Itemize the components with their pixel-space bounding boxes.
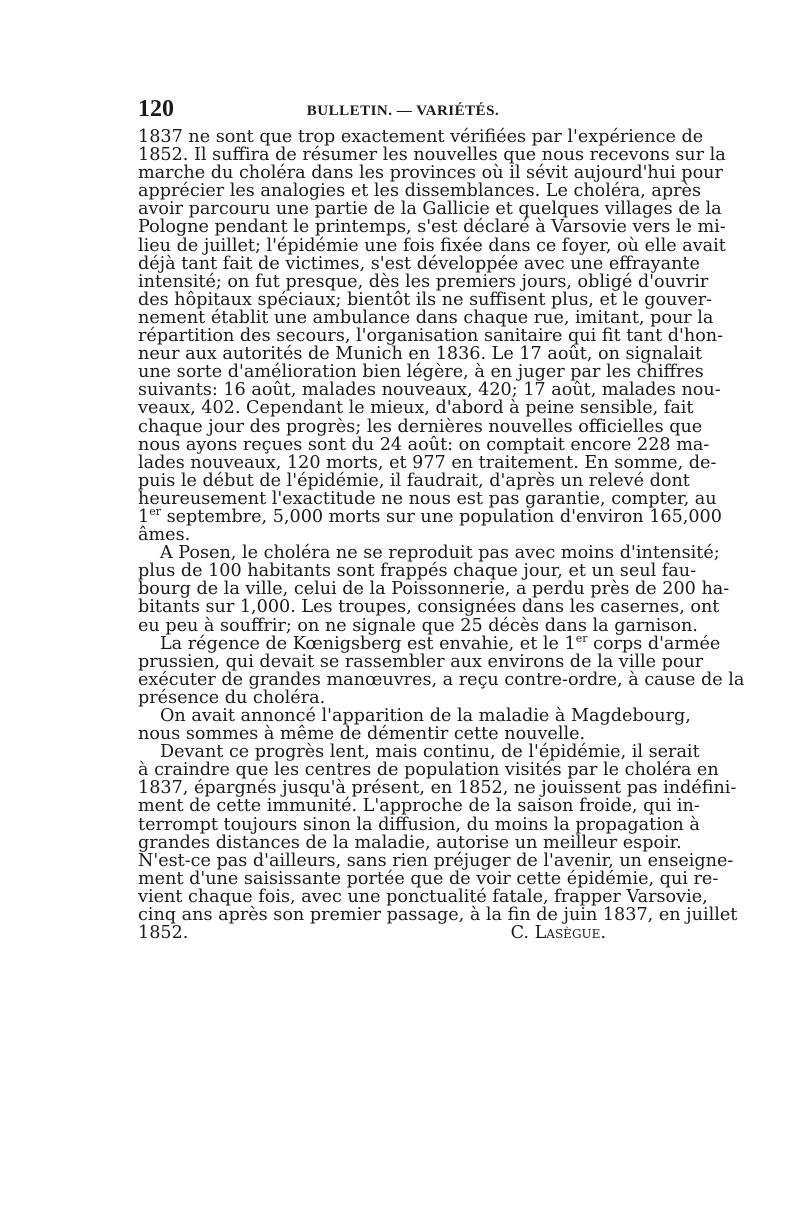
text-line: A Posen, le choléra ne se reproduit pas avec moins d'intensité; (160, 543, 720, 564)
text-line: 1852. Il suffira de résumer les nouvelles que nous recevons sur la (138, 145, 726, 166)
text-line: chaque jour des progrès; les dernières nouvelles officielles que (138, 416, 703, 437)
text-line: lieu de juillet; l'épidémie une fois fixée dans ce foyer, où elle avait (138, 235, 726, 256)
text-line: vient chaque fois, avec une ponctualité fatale, frapper Varsovie, (138, 886, 708, 907)
text-line: présence du choléra. (138, 687, 326, 708)
text-line: nous sommes à même de démentir cette nouvelle. (138, 724, 586, 745)
text-line: N'est-ce pas d'ailleurs, sans rien préjuger de l'avenir, un enseigne- (138, 850, 734, 871)
paragraph-koenigsberg (138, 631, 745, 708)
text-line: puis le début de l'épidémie, il faudrait, d'après un relevé dont (138, 470, 690, 491)
text-line: à craindre que les centres de population visités par le choléra en (138, 760, 719, 781)
text-line: exécuter de grandes manœuvres, a reçu contre-ordre, à cause de la (138, 669, 745, 690)
text-line: Devant ce progrès lent, mais continu, de l'épidémie, il serait (160, 742, 700, 763)
article-body (138, 127, 745, 944)
closing-line (138, 924, 668, 942)
author-signature: C. Lasègue. (510, 923, 606, 944)
text-line: bourg de la ville, celui de la Poissonnerie, a perdu près de 200 ha- (138, 579, 730, 600)
text-line: une sorte d'amélioration bien légère, à en juger par les chiffres (138, 362, 704, 383)
text-line: ment de cette immunité. L'approche de la saison froide, qui in- (138, 796, 700, 817)
text-line: neur aux autorités de Munich en 1836. Le 17 août, on signalait (138, 344, 703, 365)
text-line: déjà tant fait de victimes, s'est développée avec une effrayante (138, 253, 700, 274)
text-line: Pologne pendant le printemps, s'est déclaré à Varsovie vers le mi- (138, 217, 726, 238)
text-line: veaux, 402. Cependant le mieux, d'abord à peine sensible, fait (138, 398, 694, 419)
text-line: prussien, qui devait se rassembler aux environs de la ville pour (138, 651, 704, 672)
text-line: terrompt toujours sinon la diffusion, du moins la propagation à (138, 814, 700, 835)
paragraph-warsaw (138, 127, 726, 546)
text-line: plus de 100 habitants sont frappés chaque jour, et un seul fau- (138, 561, 697, 582)
text-line: eu peu à souffrir; on ne signale que 25 décès dans la garnison. (138, 615, 698, 636)
text-line: suivants: 16 août, malades nouveaux, 420; 17 août, malades nou- (138, 380, 721, 401)
text-line: ment d'une saisissante portée que de voir cette épidémie, qui re- (138, 868, 719, 889)
paragraph-conclusion (138, 742, 738, 944)
paragraph-magdebourg (138, 706, 691, 745)
page-header (138, 96, 668, 128)
text-line: 1837 ne sont que trop exactement vérifiées par l'expérience de (138, 127, 704, 147)
text-line: des hôpitaux spéciaux; bientôt ils ne suffisent plus, et le gouver- (138, 289, 713, 310)
text-line: intensité; on fut presque, dès les premiers jours, obligé d'ouvrir (138, 271, 709, 292)
text-line: 1er septembre, 5,000 morts sur une population d'environ 165,000 (138, 505, 722, 527)
closing-year: 1852. (138, 923, 189, 944)
text-line: cinq ans après son premier passage, à la fin de juin 1837, en juillet (138, 905, 738, 926)
text-line: La régence de Kœnigsberg est envahie, et le 1er corps d'armée (160, 631, 721, 654)
text-line: 1837, épargnés jusqu'à présent, en 1852, ne jouissent pas indéfini- (138, 778, 737, 799)
page (138, 96, 745, 944)
paragraph-posen (138, 543, 730, 636)
text-line: grandes distances de la maladie, autorise un meilleur espoir. (138, 832, 682, 853)
text-line: nous ayons reçues sont du 24 août: on comptait encore 228 ma- (138, 434, 710, 455)
text-line: âmes. (138, 525, 191, 546)
text-line: avoir parcouru une partie de la Gallicie et quelques villages de la (138, 199, 722, 220)
text-line: marche du choléra dans les provinces où il sévit aujourd'hui pour (138, 163, 723, 184)
text-line: répartition des secours, l'organisation sanitaire qui fit tant d'hon- (138, 326, 724, 347)
text-line: nement établit une ambulance dans chaque rue, imitant, pour la (138, 307, 714, 328)
page-number: 120 (138, 96, 174, 122)
text-line: On avait annoncé l'apparition de la maladie à Magdebourg, (160, 706, 691, 726)
running-title: BULLETIN. — VARIÉTÉS. (306, 103, 500, 119)
text-line: apprécier les analogies et les dissemblances. Le choléra, après (138, 181, 701, 202)
text-line: lades nouveaux, 120 morts, et 977 en traitement. En somme, de- (138, 452, 717, 473)
text-line: heureusement l'exactitude ne nous est pas garantie, compter, au (138, 488, 717, 509)
text-line: bitants sur 1,000. Les troupes, consignées dans les casernes, ont (138, 597, 720, 618)
